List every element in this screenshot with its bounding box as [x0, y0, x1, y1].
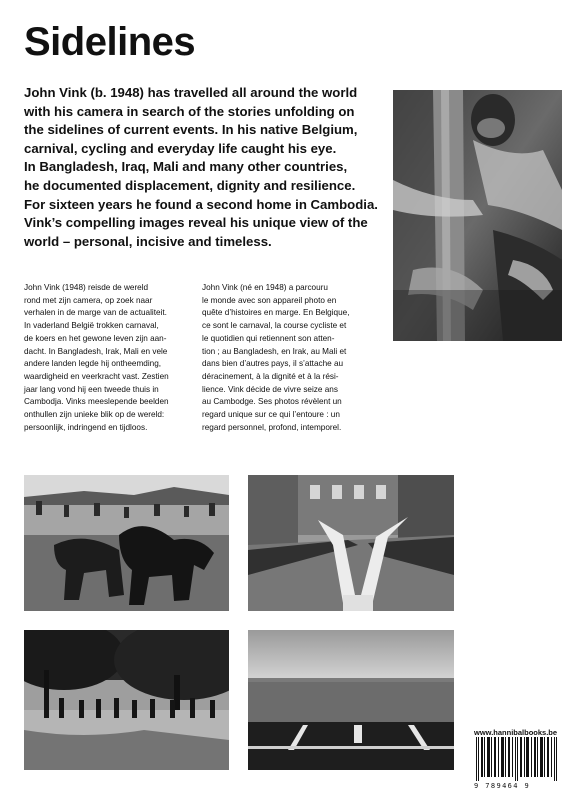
french-line: regard personnel, profond, intemporel. — [202, 422, 342, 432]
intro-line: carnival, cycling and everyday life caught his eye. — [24, 140, 337, 156]
intro-line: with his camera in search of the stories unfolding on — [24, 103, 355, 119]
intro-line: Vink’s compelling images reveal his unique view of the — [24, 215, 368, 231]
intro-line: he documented displacement, dignity and resilience. — [24, 177, 356, 193]
dutch-line: In vaderland België trokken carnaval, — [24, 321, 159, 331]
dutch-line: dacht. In Bangladesh, Irak, Mali en vele — [24, 346, 168, 356]
french-line: lience. Vink décide de vivre seize ans — [202, 384, 338, 394]
intro-line: For sixteen years he found a second home in Cambodia. — [24, 196, 378, 212]
isbn-number: 9 789464 9 — [474, 782, 531, 790]
photo-pole-climbers — [393, 90, 562, 341]
photo-procession-trees — [24, 630, 229, 770]
intro-english — [24, 84, 384, 251]
french-line: regard unique sur ce qui l’entoure : un — [202, 410, 340, 420]
french-line: dans bien d’autres pays, il s’attache au — [202, 359, 344, 369]
dutch-line: rond met zijn camera, op zoek naar — [24, 295, 153, 305]
french-line: John Vink (né en 1948) a parcouru — [202, 283, 328, 292]
dutch-line: John Vink (1948) reisde de wereld — [24, 283, 149, 292]
intro-line: In Bangladesh, Iraq, Mali and many other countries, — [24, 159, 348, 175]
french-line: au Cambodge. Ses photos révèlent un — [202, 397, 342, 407]
blurb-dutch — [24, 282, 202, 434]
dutch-line: verhalen in de marge van de actualiteit. — [24, 308, 167, 318]
dutch-line: de koers en het gewone leven zijn aan- — [24, 333, 167, 343]
photo-street-parade — [248, 475, 454, 611]
intro-line: John Vink (b. 1948) has travelled all around the world — [24, 85, 358, 100]
french-line: quête d’histoires en marge. En Belgique, — [202, 308, 350, 318]
dutch-line: waardigheid en veerkracht vast. Zestien — [24, 371, 169, 381]
photo-landscape-road — [248, 630, 454, 770]
book-title: Sidelines — [24, 20, 196, 64]
photo-dogs-field — [24, 475, 229, 611]
french-line: ce sont le carnaval, la course cycliste et — [202, 321, 347, 331]
french-line: le quotidien qui retiennent son atten- — [202, 333, 335, 343]
publisher-website[interactable]: www.hannibalbooks.be — [474, 728, 558, 737]
french-line: tion ; au Bangladesh, en Irak, au Mali et — [202, 346, 347, 356]
blurb-french — [202, 282, 380, 434]
french-line: déracinement, à la dignité et à la rési- — [202, 371, 339, 381]
dutch-line: andere landen legde hij ontheemding, — [24, 359, 162, 369]
intro-line: world – personal, incisive and timeless. — [24, 233, 272, 249]
dutch-line: jaar lang vond hij een tweede thuis in — [24, 384, 159, 394]
dutch-line: persoonlijk, indringend en tijdloos. — [24, 422, 148, 432]
dutch-line: onthullen zijn unieke blik op de wereld: — [24, 410, 165, 420]
french-line: le monde avec son appareil photo en — [202, 295, 337, 305]
dutch-line: Cambodja. Vinks meeslepende beelden — [24, 397, 169, 407]
intro-line: the sidelines of current events. In his native Belgium, — [24, 122, 358, 138]
